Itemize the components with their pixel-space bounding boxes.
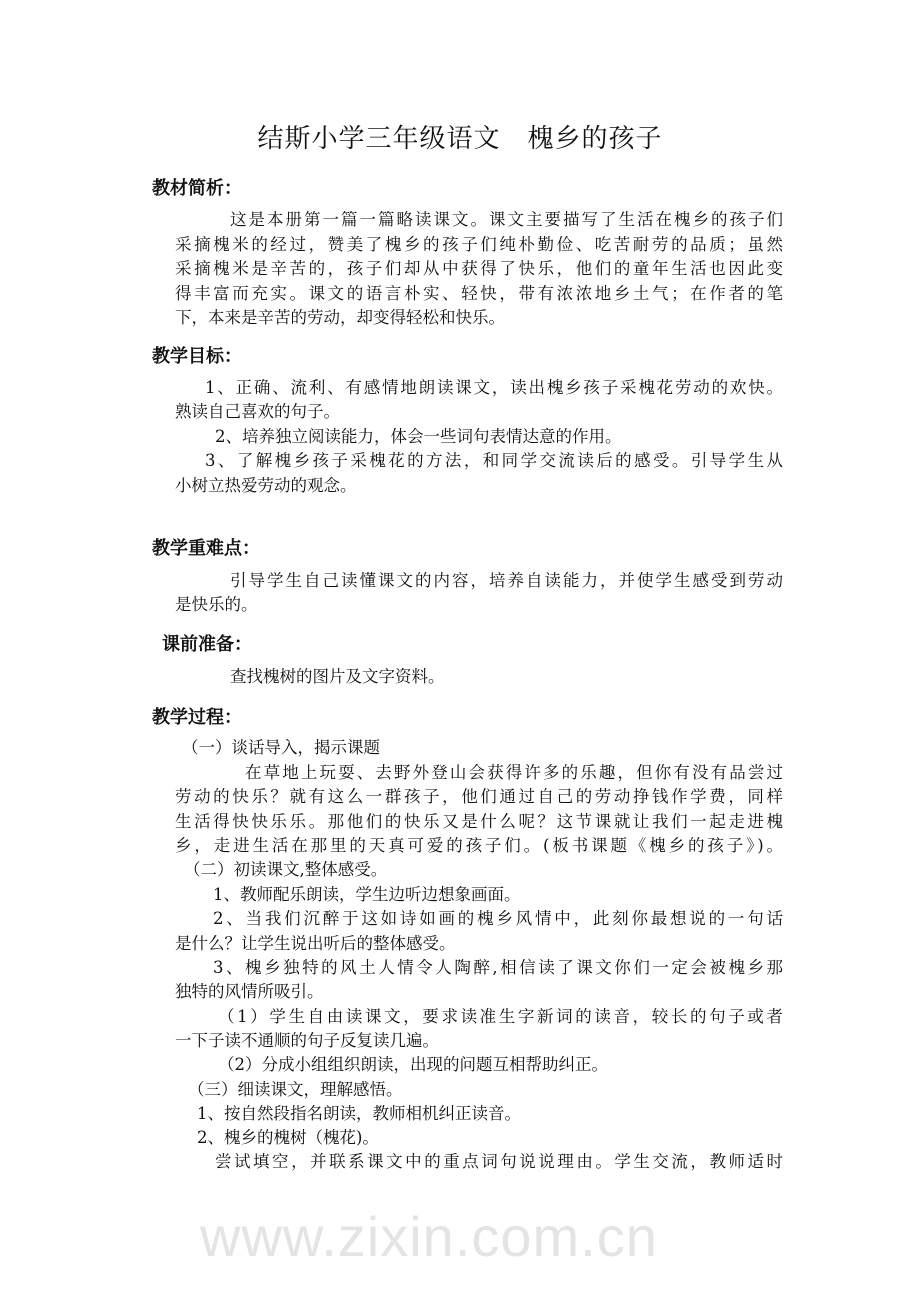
paragraph-line: 引导学生自己读懂课文的内容，培养自读能力，并使学生感受到劳动	[230, 571, 783, 590]
paragraph-line: （2）分成小组组织朗读，出现的问题互相帮助纠正。	[218, 1055, 608, 1074]
paragraph-line: 是快乐的。	[175, 595, 258, 614]
paragraph-line: 在草地上玩耍、去野外登山会获得许多的乐趣，但你有没有品尝过	[245, 763, 783, 782]
paragraph-line: （1）学生自由读课文，要求读准生字新词的读音，较长的句子或者	[218, 1007, 783, 1026]
paragraph-line: 1、按自然段指名朗读，教师相机纠正读音。	[197, 1104, 521, 1123]
paragraph-line: 采摘槐米的经过，赞美了槐乡的孩子们纯朴勤俭、吃苦耐劳的品质；虽然	[175, 235, 783, 254]
heading-analysis: 教材简析：	[152, 178, 242, 199]
watermark: www.zixin.com.cn	[200, 1205, 658, 1268]
paragraph-line: 独特的风情所吸引。	[175, 982, 324, 1001]
paragraph-line: （二）初读课文,整体感受。	[184, 860, 388, 879]
paragraph-line: 2、培养独立阅读能力，体会一些词句表情达意的作用。	[215, 427, 622, 446]
paragraph-line: 3、槐乡独特的风土人情令人陶醉,相信读了课文你们一定会被槐乡那	[213, 958, 783, 977]
paragraph-line: 得丰富而充实。课文的语言朴实、轻快，带有浓浓地乡土气；在作者的笔	[175, 284, 783, 303]
paragraph-line: 下，本来是辛苦的劳动，却变得轻松和快乐。	[175, 308, 505, 327]
paragraph-line: 劳动的快乐？就有这么一群孩子，他们通过自己的劳动挣钱作学费，同样	[175, 787, 783, 806]
heading-goals: 教学目标：	[152, 346, 242, 367]
paragraph-line: 是什么？让学生说出听后的整体感受。	[175, 934, 456, 953]
heading-prep: 课前准备：	[162, 634, 252, 655]
paragraph-line: 1、正确、流利、有感情地朗读课文，读出槐乡孩子采槐花劳动的欢快。	[205, 378, 783, 397]
paragraph-line: 这是本册第一篇一篇略读课文。课文主要描写了生活在槐乡的孩子们	[230, 210, 783, 229]
paragraph-line: 生活得快快乐乐。那他们的快乐又是什么呢？这节课就让我们一起走进槐	[175, 812, 783, 831]
paragraph-line: 3、了解槐乡孩子采槐花的方法，和同学交流读后的感受。引导学生从	[205, 451, 783, 470]
paragraph-line: 熟读自己喜欢的句子。	[175, 402, 340, 421]
paragraph-line: （三）细读课文，理解感悟。	[188, 1080, 403, 1099]
paragraph-line: 1、教师配乐朗读，学生边听边想象画面。	[213, 885, 521, 904]
page-title: 结斯小学三年级语文 槐乡的孩子	[257, 124, 663, 154]
paragraph-line: （一）谈话导入，揭示课题	[182, 738, 380, 757]
paragraph-line: 查找槐树的图片及文字资料。	[230, 667, 445, 686]
heading-keypoints: 教学重难点：	[152, 538, 260, 559]
paragraph-line: 2、槐乡的槐树（槐花)。	[197, 1128, 379, 1147]
paragraph-line: 尝试填空，并联系课文中的重点词句说说理由。学生交流，教师适时	[215, 1152, 783, 1171]
heading-process: 教学过程：	[152, 707, 242, 728]
paragraph-line: 2、当我们沉醉于这如诗如画的槐乡风情中，此刻你最想说的一句话	[213, 909, 783, 928]
paragraph-line: 一下子读不通顺的句子反复读几遍。	[175, 1031, 439, 1050]
paragraph-line: 乡，走进生活在那里的天真可爱的孩子们。(板书课题《槐乡的孩子》)。	[175, 836, 783, 855]
paragraph-line: 采摘槐米是辛苦的，孩子们却从中获得了快乐，他们的童年生活也因此变	[175, 259, 783, 278]
paragraph-line: 小树立热爱劳动的观念。	[175, 476, 357, 495]
